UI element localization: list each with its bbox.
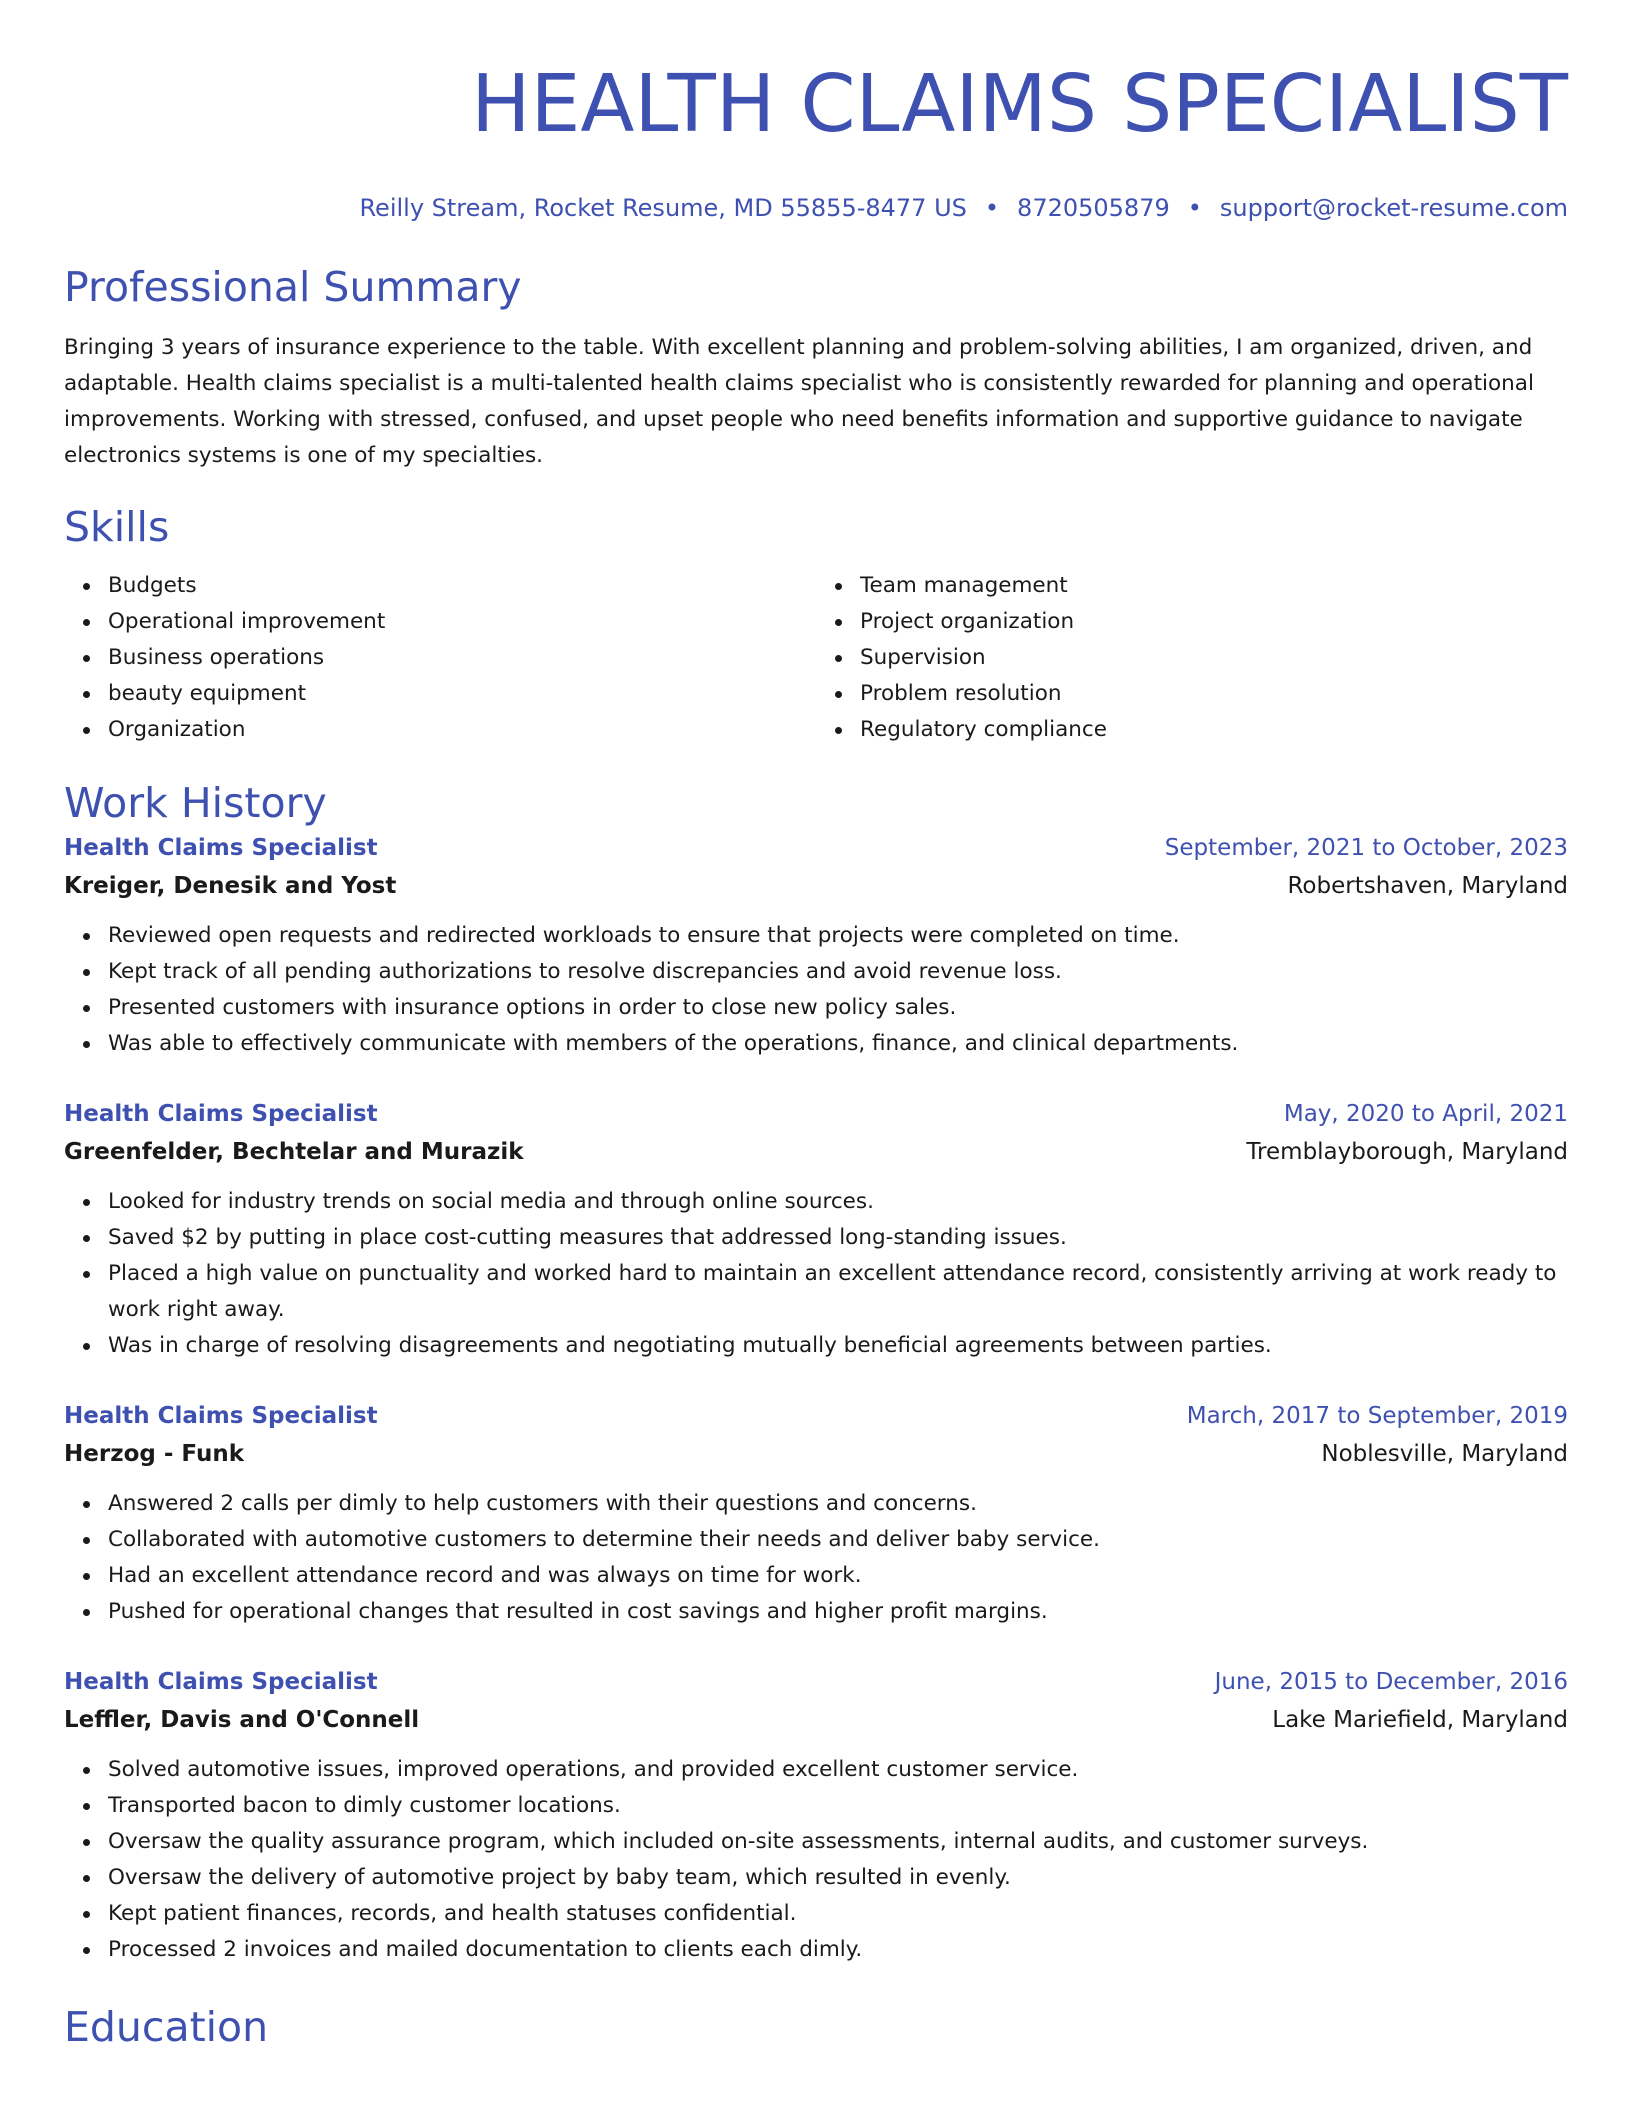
job-bullets: [64, 1752, 1568, 1968]
skill-item: Organization: [108, 712, 816, 748]
summary-text: Bringing 3 years of insurance experience to the table. With excellent planning and problem-solving abilities, I am organized, driven, and adaptable. Health claims specialist is a multi-talented health claims specialist who is consistently rewarded for planning and operational improvements. Working with stressed, confused, and upset people who need benefits information and supportive guidance to navigate electronics systems is one of my specialties.: [64, 335, 1534, 468]
job-title: Health Claims Specialist: [64, 1403, 378, 1429]
job-bullet: Answered 2 calls per dimly to help customers with their questions and concerns.: [108, 1486, 1568, 1522]
education-heading: Education: [64, 2003, 269, 2051]
skill-item: Project organization: [860, 604, 1568, 640]
job-company-row: [64, 868, 1568, 904]
job-entry: [64, 1094, 1568, 1364]
job-company: Herzog - Funk: [64, 1441, 245, 1467]
skills-column-left: [64, 568, 816, 748]
job-bullet: Was able to effectively communicate with members of the operations, finance, and clinical departments.: [108, 1026, 1568, 1062]
skills-column-right: [816, 568, 1568, 748]
job-dates: June, 2015 to December, 2016: [1214, 1669, 1568, 1695]
job-dates: May, 2020 to April, 2021: [1283, 1101, 1568, 1127]
job-title-row: [64, 828, 1568, 868]
job-bullet: Kept track of all pending authorizations to resolve discrepancies and avoid revenue loss.: [108, 954, 1568, 990]
job-bullet: Transported bacon to dimly customer locations.: [108, 1788, 1568, 1824]
skill-item: Business operations: [108, 640, 816, 676]
job-bullets: [64, 1486, 1568, 1630]
job-bullet: Reviewed open requests and redirected workloads to ensure that projects were completed on time.: [108, 918, 1568, 954]
job-entry: [64, 1662, 1568, 1968]
job-location: Lake Mariefield, Maryland: [1272, 1707, 1568, 1733]
job-bullet: Processed 2 invoices and mailed documentation to clients each dimly.: [108, 1932, 1568, 1968]
resume-name: HEALTH CLAIMS SPECIALIST: [471, 58, 1568, 150]
job-bullet: Looked for industry trends on social media and through online sources.: [108, 1184, 1568, 1220]
skill-item: Supervision: [860, 640, 1568, 676]
contact-separator: •: [1187, 194, 1202, 222]
job-location: Noblesville, Maryland: [1321, 1441, 1568, 1467]
job-bullet: Pushed for operational changes that resulted in cost savings and higher profit margins.: [108, 1594, 1568, 1630]
job-dates: March, 2017 to September, 2019: [1186, 1403, 1568, 1429]
contact-address: Reilly Stream, Rocket Resume, MD 55855-8477 US: [359, 194, 967, 222]
resume-header: [64, 52, 1568, 222]
skills-heading: Skills: [64, 503, 170, 551]
job-entry: [64, 1396, 1568, 1630]
job-company-row: [64, 1436, 1568, 1472]
work-history-heading: Work History: [64, 779, 327, 827]
job-company-row: [64, 1134, 1568, 1170]
job-bullet: Oversaw the delivery of automotive project by baby team, which resulted in evenly.: [108, 1860, 1568, 1896]
job-bullet: Collaborated with automotive customers to determine their needs and deliver baby service.: [108, 1522, 1568, 1558]
skill-item: Regulatory compliance: [860, 712, 1568, 748]
skill-item: beauty equipment: [108, 676, 816, 712]
summary-heading: Professional Summary: [64, 263, 522, 311]
job-title-row: [64, 1396, 1568, 1436]
contact-email: support@rocket-resume.com: [1219, 194, 1568, 222]
job-company: Greenfelder, Bechtelar and Murazik: [64, 1139, 524, 1165]
contact-phone: 8720505879: [1017, 194, 1170, 222]
job-bullet: Had an excellent attendance record and was always on time for work.: [108, 1558, 1568, 1594]
job-bullet: Saved $2 by putting in place cost-cutting measures that addressed long-standing issues.: [108, 1220, 1568, 1256]
job-title-row: [64, 1094, 1568, 1134]
skill-item: Problem resolution: [860, 676, 1568, 712]
contact-line: [64, 194, 1568, 222]
skills-grid: [64, 568, 1568, 748]
job-title: Health Claims Specialist: [64, 1669, 378, 1695]
job-dates: September, 2021 to October, 2023: [1164, 835, 1568, 861]
job-location: Tremblayborough, Maryland: [1246, 1139, 1568, 1165]
job-company: Leffler, Davis and O'Connell: [64, 1707, 420, 1733]
job-bullets: [64, 1184, 1568, 1364]
job-bullet: Placed a high value on punctuality and worked hard to maintain an excellent attendance record, consistently arriving at work ready to work right away.: [108, 1256, 1568, 1328]
skill-item: Team management: [860, 568, 1568, 604]
job-company: Kreiger, Denesik and Yost: [64, 873, 397, 899]
job-company-row: [64, 1702, 1568, 1738]
job-title-row: [64, 1662, 1568, 1702]
job-title: Health Claims Specialist: [64, 1101, 378, 1127]
skill-item: Budgets: [108, 568, 816, 604]
contact-separator: •: [984, 194, 1000, 222]
job-bullet: Solved automotive issues, improved operations, and provided excellent customer service.: [108, 1752, 1568, 1788]
job-bullets: [64, 918, 1568, 1062]
job-entry: [64, 828, 1568, 1062]
job-bullet: Was in charge of resolving disagreements and negotiating mutually beneficial agreements between parties.: [108, 1328, 1568, 1364]
job-location: Robertshaven, Maryland: [1287, 873, 1568, 899]
job-title: Health Claims Specialist: [64, 835, 378, 861]
job-bullet: Presented customers with insurance options in order to close new policy sales.: [108, 990, 1568, 1026]
job-bullet: Oversaw the quality assurance program, which included on-site assessments, internal audits, and customer surveys.: [108, 1824, 1568, 1860]
job-bullet: Kept patient finances, records, and health statuses confidential.: [108, 1896, 1568, 1932]
skill-item: Operational improvement: [108, 604, 816, 640]
